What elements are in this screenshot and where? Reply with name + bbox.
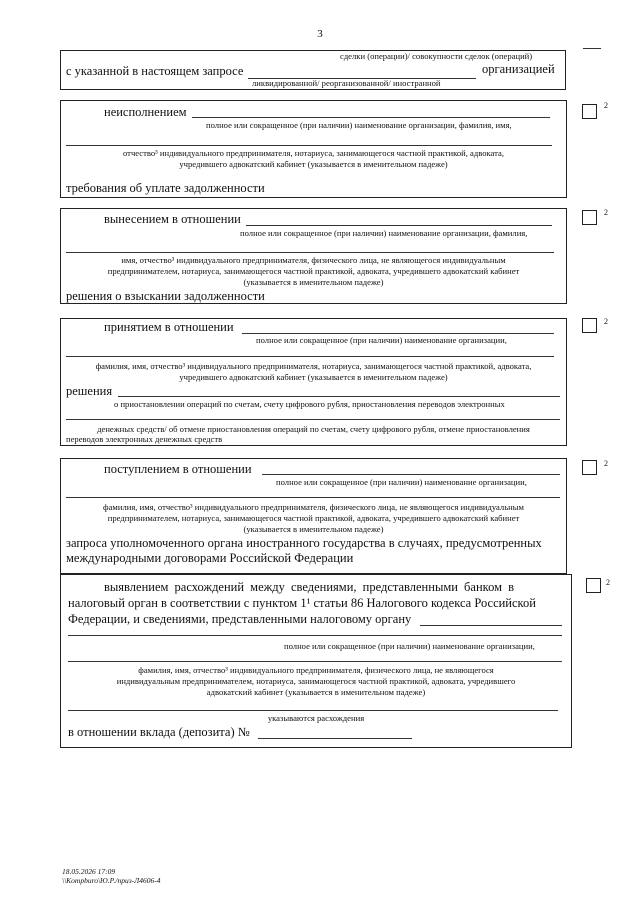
caption-line-3: предпринимателем, нотариуса, занимающегося частной практикой, адвоката, учредившего адвокатский кабинет: [107, 513, 520, 523]
tail-text: решения о взыскании задолженности: [66, 289, 265, 303]
caption-line-1: полное или сокращенное (при наличии) наименование организации, фамилия,: [240, 228, 528, 238]
checkbox-footnote-mark: 2: [604, 459, 608, 468]
caption-discrepancy: указываются расхождения: [267, 713, 365, 723]
org-name-line-2: [68, 661, 562, 662]
lead-text: поступлением в отношении: [104, 462, 252, 476]
footer-file-path: \\Kompburo\Ю.Р./приз-Л4606-4: [62, 876, 161, 885]
caption-liquidated: ликвидированной/ реорганизованной/ иностранной: [252, 78, 441, 88]
caption-line-2: фамилия, имя, отчество³ индивидуального предпринимателя, физического лица, не являющегося: [138, 665, 494, 675]
text-line-1: выявлением расхождений между сведениями, представленными банком в: [104, 580, 515, 594]
checkbox-footnote-mark: 2: [604, 317, 608, 326]
caption-line-1: полное или сокращенное (при наличии) наименование организации,: [256, 335, 507, 345]
caption-line-2: фамилия, имя, отчество³ индивидуального предпринимателя, физического лица, не являющегося индивидуальным: [103, 502, 524, 512]
lead-text: с указанной в настоящем запросе: [66, 64, 244, 78]
deposit-number-line: [258, 738, 412, 739]
caption-deals: сделки (операции)/ совокупности сделок (операций): [340, 51, 533, 61]
tax-body-line: [420, 625, 562, 626]
tail-line-1: запроса уполномоченного органа иностранного государства в случаях, предусмотренных: [66, 536, 542, 550]
caption-line-1: полное или сокращенное (при наличии) наименование организации, фамилия, имя,: [206, 120, 512, 130]
decision-label: решения: [66, 384, 113, 398]
deposit-text: в отношении вклада (депозита) №: [68, 725, 250, 739]
lead-text: неисполнением: [104, 105, 187, 119]
caption-line-2: имя, отчество³ индивидуального предпринимателя, физического лица, не являющегося индивидуальным: [121, 255, 506, 265]
caption-line-3: учредившего адвокатский кабинет (указывается в именительном падеже): [179, 372, 448, 382]
org-name-line: [68, 635, 562, 636]
org-word: организацией: [482, 62, 555, 76]
checkbox-footnote-mark: 2: [604, 208, 608, 217]
caption-line-2: отчество³ индивидуального предпринимателя, нотариуса, занимающегося частной практикой, адвоката,: [123, 148, 504, 158]
footer-datetime: 18.05.2026 17:09: [62, 867, 116, 876]
caption-line-4: (указывается в именительном падеже): [243, 524, 384, 534]
lead-text: принятием в отношении: [104, 320, 234, 334]
caption-line-2: фамилия, имя, отчество³ индивидуального предпринимателя, нотариуса, занимающегося частной практикой, адвоката,: [95, 361, 532, 371]
caption-line-5: денежных средств/ об отмене приостановления операций по счетам, счету цифрового рубля, отмене приостановления: [97, 424, 530, 434]
checkbox-footnote-mark: 2: [604, 101, 608, 110]
lead-text: вынесением в отношении: [104, 212, 241, 226]
tail-text: требования об уплате задолженности: [66, 181, 265, 195]
caption-line-4: о приостановлении операций по счетам, счету цифрового рубля, приостановления переводов электронных: [114, 399, 505, 409]
caption-line-4: адвокатский кабинет (указывается в именительном падеже): [206, 687, 426, 697]
checkbox-footnote-mark: 2: [606, 578, 610, 587]
discrepancy-line: [68, 710, 558, 711]
caption-line-3: учредившего адвокатский кабинет (указывается в именительном падеже): [179, 159, 448, 169]
caption-line-1: полное или сокращенное (при наличии) наименование организации,: [276, 477, 527, 487]
page-number: 3: [317, 28, 323, 40]
caption-line-1: полное или сокращенное (при наличии) наименование организации,: [284, 641, 535, 651]
text-line-2: налоговый орган в соответствии с пунктом 1¹ статьи 86 Налогового кодекса Российской: [68, 596, 536, 610]
caption-line-6: переводов электронных денежных средств: [66, 434, 223, 444]
caption-line-4: (указывается в именительном падеже): [243, 277, 384, 287]
caption-line-3: индивидуальным предпринимателем, нотариуса, занимающегося частной практикой, адвоката, учредившего: [116, 676, 516, 686]
caption-line-3: предпринимателем, нотариуса, занимающегося частной практикой, адвоката, учредившего адвокатский кабинет: [107, 266, 520, 276]
tail-line-2: международными договорами Российской Федерации: [66, 551, 354, 565]
option-checkbox[interactable]: [586, 578, 601, 593]
text-line-3: Федерации, и сведениями, представленными налоговому органу: [68, 612, 412, 626]
